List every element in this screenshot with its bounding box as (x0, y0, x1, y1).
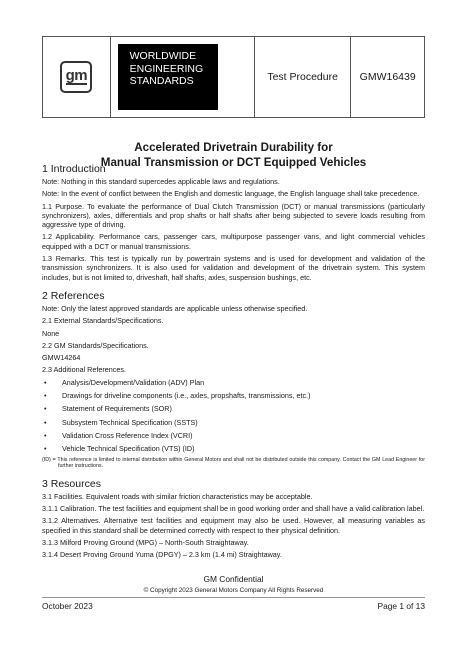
paragraph: GMW14264 (42, 353, 81, 363)
paragraph: None (42, 328, 60, 338)
paragraph: 1.2 Applicability. Performance cars, passenger cars, multipurpose passenger vans, and light commercial vehicles equipped with a DCT or manual transmissions. (42, 232, 425, 251)
paragraph: Note: In the event of conflict between the English and domestic language, the English language shall take precedence. (42, 189, 420, 199)
section-heading: 3 Resources (42, 477, 101, 490)
list-item: • Subsystem Technical Specification (SSTS) (42, 418, 425, 427)
footer-divider (42, 597, 425, 598)
list-item: • Drawings for driveline components (i.e., axles, propshafts, transmissions, etc.) (42, 391, 425, 400)
confidential-label: GM Confidential (203, 574, 264, 584)
list-item: • Analysis/Development/Validation (ADV) Plan (42, 378, 425, 387)
page-number: Page 1 of 13 (377, 601, 425, 611)
standards-cell (111, 37, 255, 117)
paragraph: 3.1.4 Desert Proving Ground Yuma (DPGY) – 2.3 km (1.4 mi) Straightaway. (42, 550, 282, 560)
paragraph: 2.2 GM Standards/Specifications. (42, 340, 149, 350)
footer-date: October 2023 (42, 601, 93, 611)
list-item: • Statement of Requirements (SOR) (42, 404, 425, 413)
document-header (42, 36, 425, 118)
section-heading: 1 Introduction (42, 163, 106, 175)
copyright: © Copyright 2023 General Motors Company All Rights Reserved (143, 587, 324, 594)
standards-label: WORLDWIDE ENGINEERING STANDARDS (118, 44, 218, 110)
list-item: • Validation Cross Reference Index (VCRI) (42, 431, 425, 440)
paragraph: Note: Only the latest approved standards are applicable unless otherwise specified. (42, 303, 308, 313)
internal-note: (ID) = This reference is limited to internal distribution within General Motors and shall not be distributed outside this company. Contact the GM Lead Engineer for further instructions. (42, 456, 425, 470)
document-body (42, 160, 425, 560)
paragraph: 3.1.3 Milford Proving Ground (MPG) – North-South Straightaway. (42, 537, 249, 547)
paragraph: Note: Nothing in this standard supercedes applicable laws and regulations. (42, 177, 280, 186)
gm-logo: gm (60, 61, 92, 93)
section-heading: 2 References (42, 289, 105, 302)
doc-number: GMW16439 (359, 71, 416, 83)
list-item: • Vehicle Technical Specification (VTS) (ID) (42, 444, 425, 453)
doc-type: Test Procedure (255, 37, 351, 117)
paragraph: 3.1.1 Calibration. The test facilities and equipment shall be in good working order and shall have a valid calibration label. (42, 504, 425, 514)
logo-cell (43, 37, 111, 117)
paragraph: 2.3 Additional References. (42, 365, 126, 375)
document-title: Accelerated Drivetrain Durability for Manual Transmission or DCT Equipped Vehicles (100, 141, 367, 169)
paragraph: 1.1 Purpose. To evaluate the performance of Dual Clutch Transmission (DCT) or manual transmissions (particularly synchronizers), axles, differentials and prop shafts or half shafts after being subjected to severe loads resulting from aggressive type of driving. (42, 201, 425, 230)
paragraph: 3.1.2 Alternatives. Alternative test facilities and equipment may also be used. However, all measuring variables as specified in this standard shall be determined correctly with respect to their physical definition. (42, 516, 425, 535)
paragraph: 1.3 Remarks. This test is typically run by powertrain systems and is used for development and validation of the transmission synchronizers. It is also used for validation and development of the drivetrain system. This system includes, but is not limited to, driveshaft, half shafts, axles, suspension bushings, etc. (42, 254, 425, 282)
paragraph: 3.1 Facilities. Equivalent roads with similar friction characteristics may be acceptable. (42, 491, 313, 501)
reference-list (42, 378, 425, 454)
paragraph: 2.1 External Standards/Specifications. (42, 316, 164, 326)
